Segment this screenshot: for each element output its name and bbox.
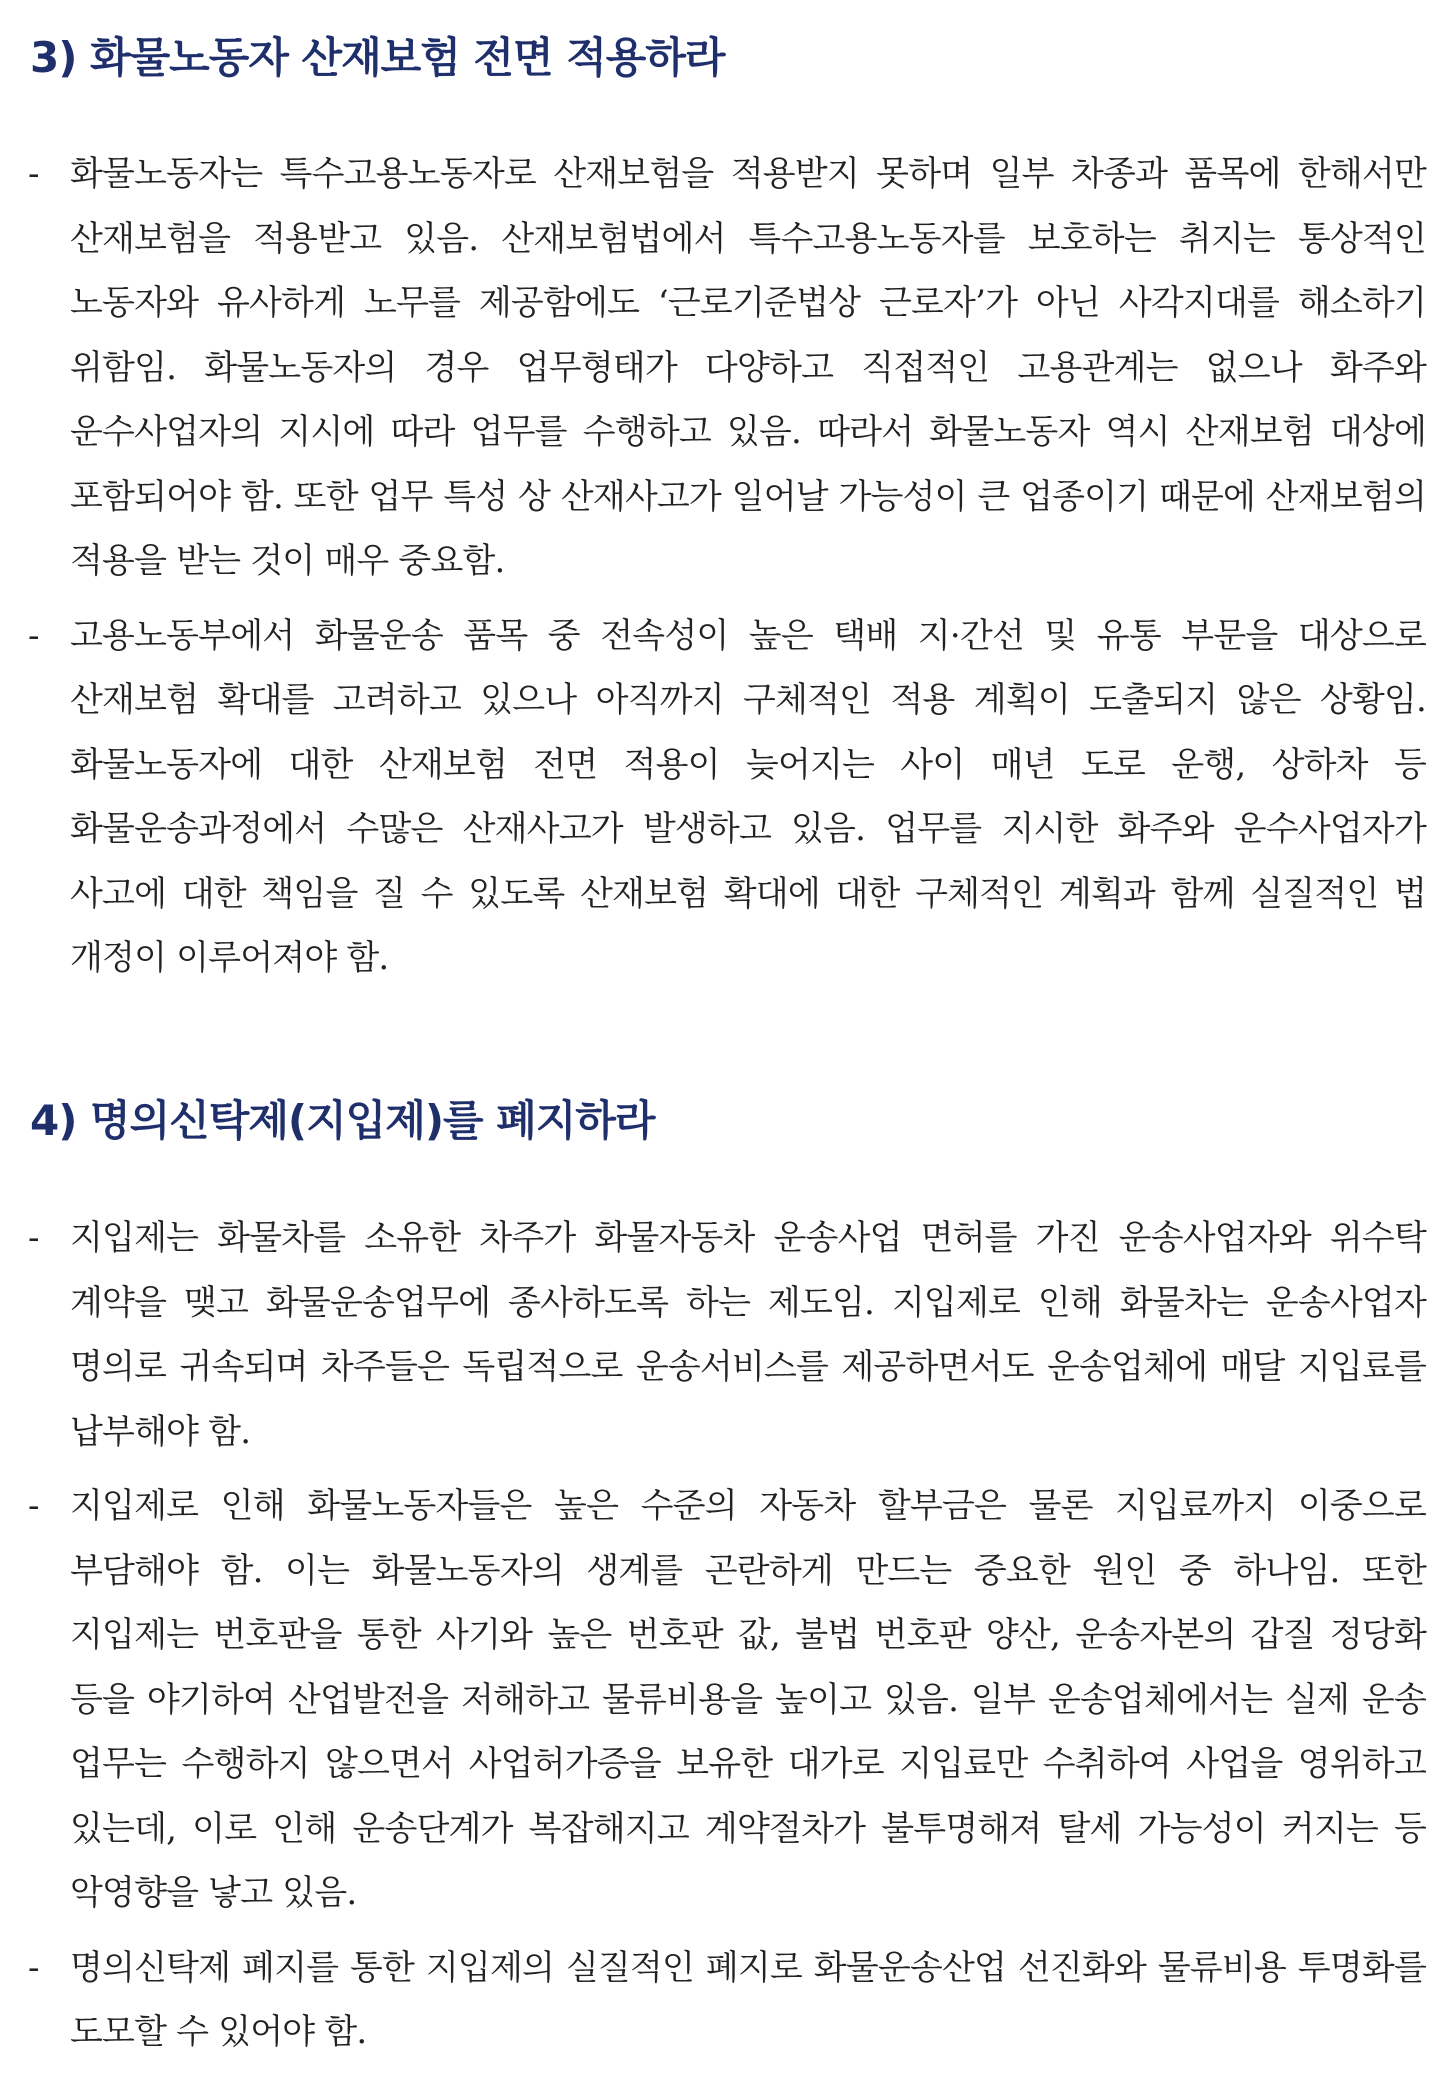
- bullet-text: 지입제는 화물차를 소유한 차주가 화물자동차 운송사업 면허를 가진 운송사업자와 위수탁 계약을 맺고 화물운송업무에 종사하도록 하는 제도임. 지입제로 인해 화물차는 운송사업자 명의로 귀속되며 차주들은 독립적으로 운송서비스를 제공하면서도 운송업체에 매달 지입료를 납부해야 함.: [70, 1218, 1426, 1452]
- bullet-text: 지입제로 인해 화물노동자들은 높은 수준의 자동차 할부금은 물론 지입료까지 이중으로 부담해야 함. 이는 화물노동자의 생계를 곤란하게 만드는 중요한 원인 중 하나임. 또한 지입제는 번호판을 통한 사기와 높은 번호판 값, 불법 번호판 양산, 운송자본의 갑질 정당화 등을 야기하여 산업발전을 저해하고 물류비용을 높이고 있음. 일부 운송업체에서는 실제 운송 업무는 수행하지 않으면서 사업허가증을 보유한 대가로 지입료만 수취하여 사업을 영위하고 있는데, 이로 인해 운송단계가 복잡해지고 계약절차가 불투명해져 탈세 가능성이 커지는 등 악영향을 낳고 있음.: [70, 1486, 1426, 1913]
- section-4-bullet-2: [0, 1474, 1446, 1926]
- bullet-dash: -: [28, 1947, 39, 1988]
- bullet-dash: -: [28, 615, 39, 656]
- section-4-bullet-3: [0, 1936, 1446, 2065]
- section-4-body: [0, 1206, 1446, 2065]
- section-3-heading: 3) 화물노동자 산재보험 전면 적용하라: [30, 33, 725, 82]
- bullet-dash: -: [28, 1486, 39, 1526]
- section-3-bullet-2: [0, 604, 1446, 991]
- bullet-text: 명의신탁제 폐지를 통한 지입제의 실질적인 폐지로 화물운송산업 선진화와 물류비용 투명화를 도모할 수 있어야 함.: [70, 1947, 1426, 2052]
- bullet-text: 화물노동자는 특수고용노동자로 산재보험을 적용받지 못하며 일부 차종과 품목에 한해서만 산재보험을 적용받고 있음. 산재보험법에서 특수고용노동자를 보호하는 취지는 통상적인 노동자와 유사하게 노무를 제공함에도 ‘근로기준법상 근로자’가 아닌 사각지대를 해소하기 위함임. 화물노동자의 경우 업무형태가 다양하고 직접적인 고용관계는 없으나 화주와 운수사업자의 지시에 따라 업무를 수행하고 있음. 따라서 화물노동자 역시 산재보험 대상에 포함되어야 함. 또한 업무 특성 상 산재사고가 일어날 가능성이 큰 업종이기 때문에 산재보험의 적용을 받는 것이 매우 중요함.: [70, 154, 1426, 581]
- section-3-bullet-1: [0, 142, 1446, 594]
- section-4-bullet-1: [0, 1206, 1446, 1464]
- bullet-dash: -: [28, 154, 39, 194]
- section-4-heading: 4) 명의신탁제(지입제)를 폐지하라: [30, 1096, 655, 1145]
- bullet-text: 고용노동부에서 화물운송 품목 중 전속성이 높은 택배 지·간선 및 유통 부문을 대상으로 산재보험 확대를 고려하고 있으나 아직까지 구체적인 적용 계획이 도출되지 않은 상황임. 화물노동자에 대한 산재보험 전면 적용이 늦어지는 사이 매년 도로 운행, 상하차 등 화물운송과정에서 수많은 산재사고가 발생하고 있음. 업무를 지시한 화주와 운수사업자가 사고에 대한 책임을 질 수 있도록 산재보험 확대에 대한 구체적인 계획과 함께 실질적인 법 개정이 이루어져야 함.: [70, 615, 1426, 978]
- section-3-body: [0, 142, 1446, 991]
- bullet-dash: -: [28, 1218, 39, 1258]
